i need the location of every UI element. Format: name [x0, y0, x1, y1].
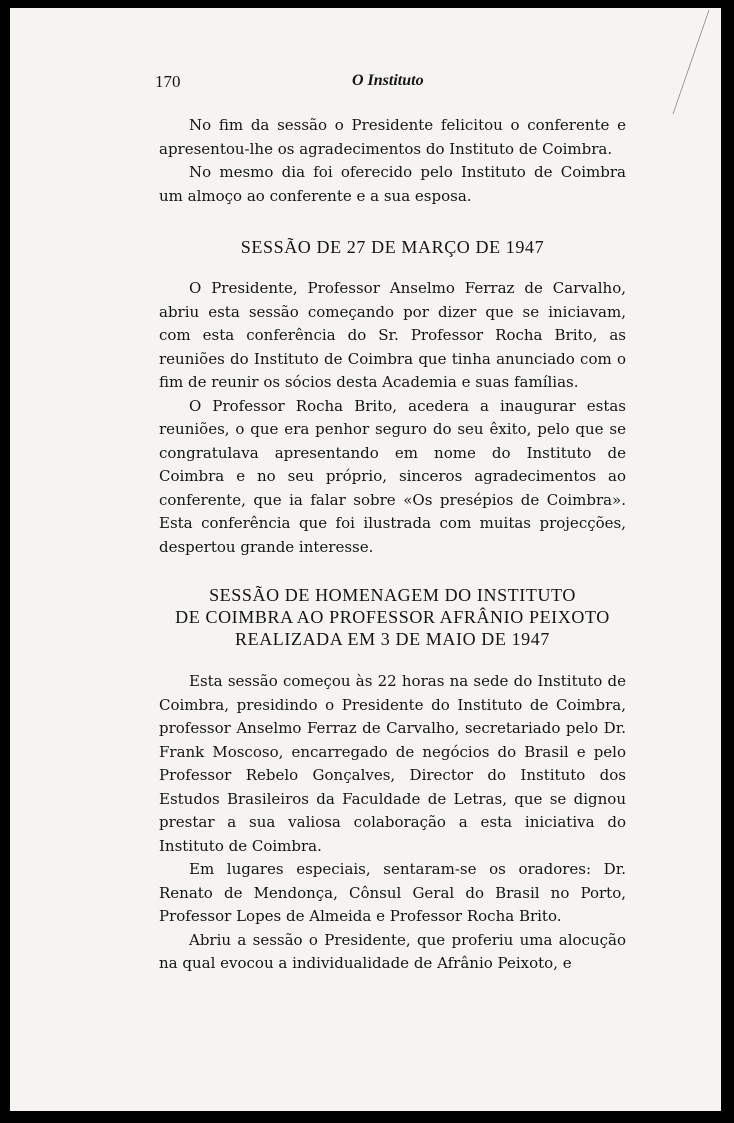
paragraph: O Professor Rocha Brito, acedera a inaugurar estas reuniões, o que era penhor seguro do seu êxito, pelo que se congratulava apresentando em nome do Instituto de Coimbra e no seu próprio, sinceros agradecimentos ao conferente, que ia falar sobre «Os presépios de Coimbra». Esta conferência que foi ilustrada com muitas projecções, despertou grande interesse.	[159, 396, 626, 556]
heading-line: REALIZADA EM 3 DE MAIO DE 1947	[235, 629, 550, 649]
paragraph: No fim da sessão o Presidente felicitou o conferente e apresentou-lhe os agradecimentos do Instituto de Coimbra.	[159, 116, 626, 158]
running-title: O Instituto	[352, 72, 424, 89]
paragraph: Abriu a sessão o Presidente, que proferiu uma alocução na qual evocou a individualidade de Afrânio Peixoto, e	[159, 930, 626, 972]
heading-line: DE COIMBRA AO PROFESSOR AFRÂNIO PEIXOTO	[175, 607, 610, 627]
page-number: 170	[155, 72, 181, 91]
heading-line: SESSÃO DE HOMENAGEM DO INSTITUTO	[209, 585, 576, 605]
document-page	[10, 8, 721, 1111]
body-text	[159, 114, 626, 976]
running-header	[10, 72, 721, 96]
page-scratch-mark	[651, 8, 711, 118]
section-heading: SESSÃO DE 27 DE MARÇO DE 1947	[240, 237, 545, 257]
section-heading	[159, 584, 626, 650]
paragraph: O Presidente, Professor Anselmo Ferraz de Carvalho, abriu esta sessão começando por dizer que se iniciavam, com esta conferência do Sr. Professor Rocha Brito, as reuniões do Instituto de Coimbra que tinha anunciado com o fim de reunir os sócios desta Academia e suas famílias.	[159, 279, 626, 391]
paragraph: Esta sessão começou às 22 horas na sede do Instituto de Coimbra, presidindo o Presidente do Instituto de Coimbra, professor Anselmo Ferraz de Carvalho, secretariado pelo Dr. Frank Moscoso, encarregado de negócios do Brasil e pelo Professor Rebelo Gonçalves, Director do Instituto dos Estudos Brasileiros da Faculdade de Letras, que se dignou prestar a sua valiosa colaboração a esta iniciativa do Instituto de Coimbra.	[159, 672, 626, 855]
paragraph: Em lugares especiais, sentaram-se os oradores: Dr. Renato de Mendonça, Cônsul Geral do Brasil no Porto, Professor Lopes de Almeida e Professor Rocha Brito.	[159, 860, 626, 925]
paragraph: No mesmo dia foi oferecido pelo Instituto de Coimbra um almoço ao conferente e a sua esposa.	[159, 163, 626, 205]
